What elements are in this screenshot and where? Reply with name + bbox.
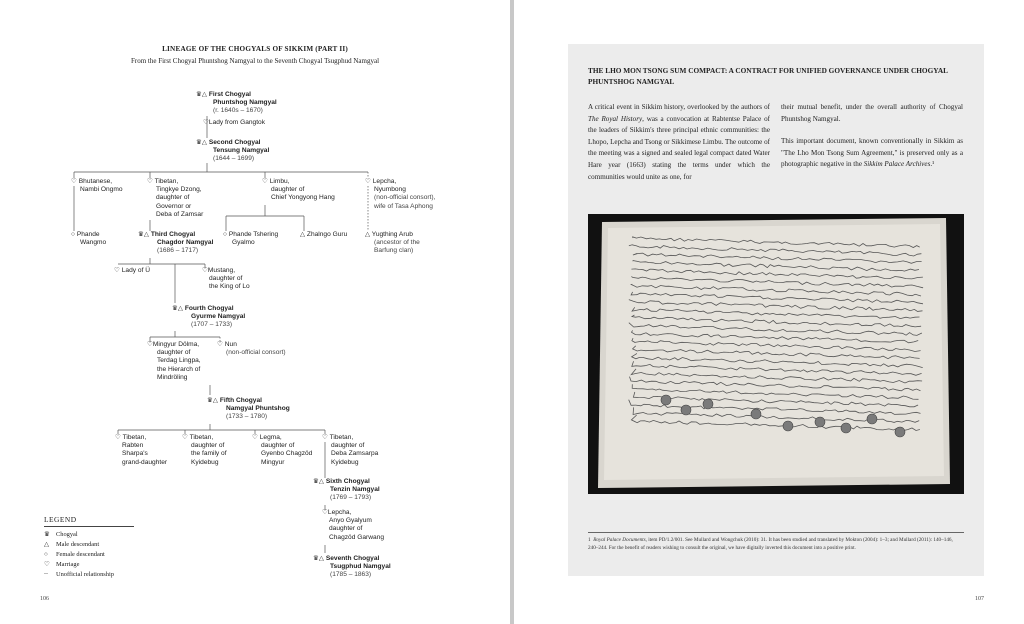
- female-icon: ○: [223, 231, 227, 238]
- page-number-right: 107: [975, 596, 984, 602]
- heart-icon: ♡: [262, 178, 268, 185]
- crown-icon: ♛: [196, 139, 202, 146]
- heart-icon: ♡: [114, 267, 120, 274]
- male-icon: △: [143, 231, 149, 238]
- legend: [44, 515, 134, 580]
- crown-icon: ♛: [172, 305, 178, 312]
- female-icon: ○: [44, 551, 48, 558]
- heart-icon: ♡: [322, 434, 328, 441]
- male-icon: △: [365, 231, 371, 238]
- spouse-node: ♡Lady from Gangtok: [203, 119, 265, 126]
- male-icon: △: [318, 555, 324, 562]
- sixth-chogyal-node: ♛△ Sixth Chogyal Tenzin Namgyal (1769 – 1793): [313, 478, 380, 502]
- chart-title: LINEAGE OF THE CHOGYALS OF SIKKIM (PART II): [162, 45, 348, 53]
- female-icon: ○: [71, 231, 75, 238]
- female-descendant-node: ○ Phande Tshering Gyalmo: [223, 231, 279, 247]
- crown-icon: ♛: [138, 231, 144, 238]
- spouse-node: ♡ Limbu, daughter of Chief Yongyong Hang: [262, 178, 335, 202]
- spouse-node: ♡ Lady of Ü: [114, 267, 150, 274]
- legend-item: ♡ Marriage: [44, 561, 80, 568]
- heart-icon: ♡: [44, 561, 50, 568]
- spouse-node: ♡ Tibetan, daughter of Deba Zamsarpa Kyidebug: [322, 434, 379, 466]
- spouse-node: ♡ Tibetan, Tingkye Dzong, daughter of Governor or Deba of Zamsar: [147, 178, 204, 218]
- heart-icon: ♡: [202, 267, 208, 274]
- fourth-chogyal-node: ♛△ Fourth Chogyal Gyurme Namgyal (1707 – 1733): [172, 305, 246, 329]
- body-column-2: their mutual benefit, under the overall authority of Chogyal Phuntshog Namgyal. This important document, known conventionally in Sikkim as "The Lho Mon Tsong Sum Agreement," is preserved only as a photographic negative in the Sikkim Palace Archives.¹: [781, 103, 963, 169]
- legend-heading: LEGEND: [44, 515, 134, 527]
- legend-item: ○ Female descendant: [44, 551, 105, 558]
- crown-icon: ♛: [207, 397, 213, 404]
- spouse-node: ♡ Tibetan, Rabten Sharpa's grand-daughter: [115, 434, 168, 466]
- spouse-node: ♡ Legma, daughter of Gyenbo Chagzöd Mingyur: [252, 434, 313, 466]
- male-icon: △: [212, 397, 218, 404]
- male-icon: △: [201, 91, 207, 98]
- male-icon: △: [177, 305, 183, 312]
- article-heading: THE LHO MON TSONG SUM COMPACT: A CONTRACT FOR UNIFIED GOVERNANCE UNDER CHOGYAL PHUNTSHOG NAMGYAL: [588, 66, 948, 86]
- heart-icon: ♡: [217, 341, 223, 348]
- heart-icon: ♡: [71, 178, 77, 185]
- third-chogyal-node: ♛△ Third Chogyal Chagdor Namgyal (1686 – 1717): [138, 231, 214, 255]
- heart-icon: ♡: [365, 178, 371, 185]
- heart-icon: ♡: [147, 341, 153, 348]
- crown-icon: ♛: [313, 478, 319, 485]
- male-icon: △: [201, 139, 207, 146]
- dotted-line-icon: ┈: [44, 571, 48, 578]
- consort-node: ♡ Lepcha, Nyumbong (non-official consort), wife of Tasa Aphong: [365, 178, 436, 210]
- consort-node: ♡ Nun (non-official consort): [217, 341, 286, 357]
- legend-item: ┈ Unofficial relationship: [44, 571, 114, 578]
- chart-subtitle: From the First Chogyal Phuntshog Namgyal to the Seventh Chogyal Tsugphud Namgyal: [130, 57, 380, 65]
- spouse-node: ♡Mustang, daughter of the King of Lo: [202, 267, 250, 291]
- male-descendant-node: △ Zhalngo Guru: [300, 231, 348, 238]
- male-icon: △: [300, 231, 306, 238]
- footnote-rule: [588, 532, 964, 533]
- fifth-chogyal-node: ♛△ Fifth Chogyal Namgyal Phuntshog (1733 – 1780): [207, 397, 290, 421]
- crown-icon: ♛: [313, 555, 319, 562]
- legend-item: ♛ Chogyal: [44, 531, 78, 538]
- heart-icon: ♡: [147, 178, 153, 185]
- second-chogyal-node: ♛△ Second Chogyal Tensung Namgyal (1644 – 1699): [196, 139, 270, 163]
- footnote: 1 Royal Palace Documents, item PD/1.2/001. See Mullard and Wongchuk (2010): 31. It has been studied and translated by Mokton (2004): 1–3; and Mullard (2011): 140–146, 240–244. For the benefit of readers wishing to consult the original, we have digitally inverted this document into a positive print.: [588, 537, 953, 551]
- seventh-chogyal-node: ♛△ Seventh Chogyal Tsugphud Namgyal (1785 – 1863): [313, 555, 391, 579]
- crown-icon: ♛: [44, 531, 50, 538]
- heart-icon: ♡: [252, 434, 258, 441]
- first-chogyal-node: ♛△ First Chogyal Phuntshog Namgyal (r. 1640s – 1670): [196, 91, 277, 115]
- body-column-1: A critical event in Sikkim history, overlooked by the authors of The Royal History, was a convocation at Rabtentse Palace of the leaders of Sikkim's three principal ethnic communities: the Lhopo, Lepcha and Tsong or Sikkimese Limbu. The outcome of the meeting was a signed and sealed legal compact dated Water Hare year (1663) stating the terms under which the communities would unite as one, for: [588, 103, 770, 181]
- spouse-node: ♡ Bhutanese, Nambi Ongmo: [71, 178, 123, 194]
- female-descendant-node: ○ Phande Wangmo: [71, 231, 107, 247]
- crown-icon: ♛: [196, 91, 202, 98]
- page-number-left: 106: [40, 596, 49, 602]
- male-icon: △: [318, 478, 324, 485]
- document-photograph: [588, 214, 964, 494]
- spouse-node: ♡ Tibetan, daughter of the family of Kyidebug: [182, 434, 227, 466]
- heart-icon: ♡: [203, 119, 209, 126]
- heart-icon: ♡: [322, 509, 328, 516]
- spouse-node: ♡Lepcha, Anyo Gyalyum daughter of Chagzöd Garwang: [322, 509, 384, 541]
- left-page: [0, 0, 510, 624]
- heart-icon: ♡: [182, 434, 188, 441]
- male-descendant-node: △ Yugthing Arub (ancestor of the Barfung clan): [365, 231, 420, 255]
- male-icon: △: [44, 541, 49, 548]
- heart-icon: ♡: [115, 434, 121, 441]
- legend-item: △ Male descendant: [44, 541, 100, 548]
- spouse-node: ♡Mingyur Dölma, daughter of Terdag Lingpa, the Hierarch of Mindröling: [147, 341, 201, 381]
